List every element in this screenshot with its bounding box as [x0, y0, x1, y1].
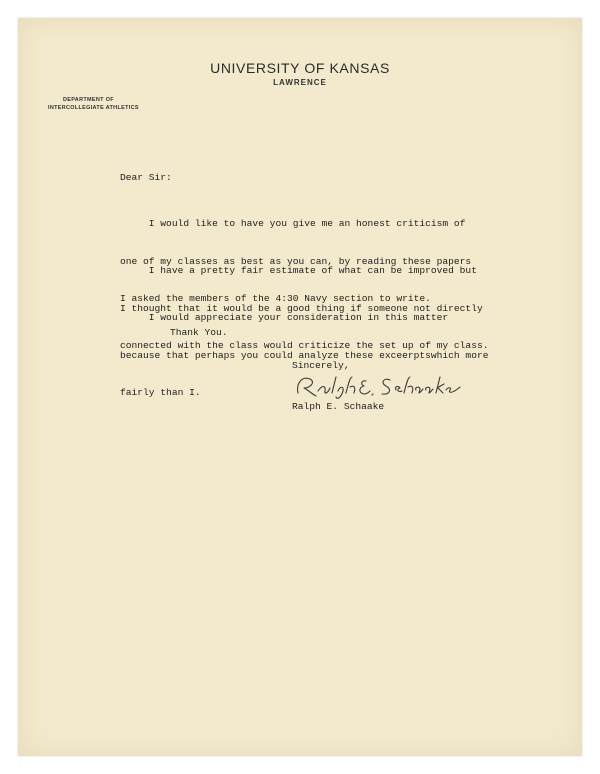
department-line-2: INTERCOLLEGIATE ATHLETICS: [48, 105, 139, 111]
letterhead-subtitle: LAWRENCE: [273, 78, 327, 87]
paragraph-2-line-2: I thought that it would be a good thing if someone not directly: [120, 302, 483, 314]
typed-signer-name: Ralph E. Schaake: [292, 401, 385, 412]
paragraph-2-line-3: connected with the class would criticize the set up of my class.: [120, 340, 489, 351]
paragraph-2-line-1: I have a pretty fair estimate of what can be improved but: [120, 265, 477, 276]
paragraph-3-line-3: fairly than I.: [120, 387, 201, 398]
paragraph-3-line-1: I would appreciate your consideration in this matter: [120, 312, 449, 323]
paragraph-1-line-2: one of my classes as best as you can, by reading these papers: [120, 255, 472, 267]
department-line-1: DEPARTMENT OF: [63, 97, 114, 103]
paragraph-1-line-3: I asked the members of the 4:30 Navy section to write.: [120, 293, 431, 304]
letterhead-title: UNIVERSITY OF KANSAS: [210, 60, 390, 76]
closing-line: Thank You.: [170, 327, 228, 338]
paragraph-1-line-1: I would like to have you give me an honest criticism of: [120, 218, 466, 229]
sign-off: Sincerely,: [292, 360, 350, 371]
handwritten-signature: [292, 371, 467, 401]
salutation: Dear Sir:: [120, 172, 172, 183]
paragraph-3-line-2: because that perhaps you could analyze these exceerptswhich more: [120, 349, 489, 361]
department-block: [48, 96, 139, 112]
